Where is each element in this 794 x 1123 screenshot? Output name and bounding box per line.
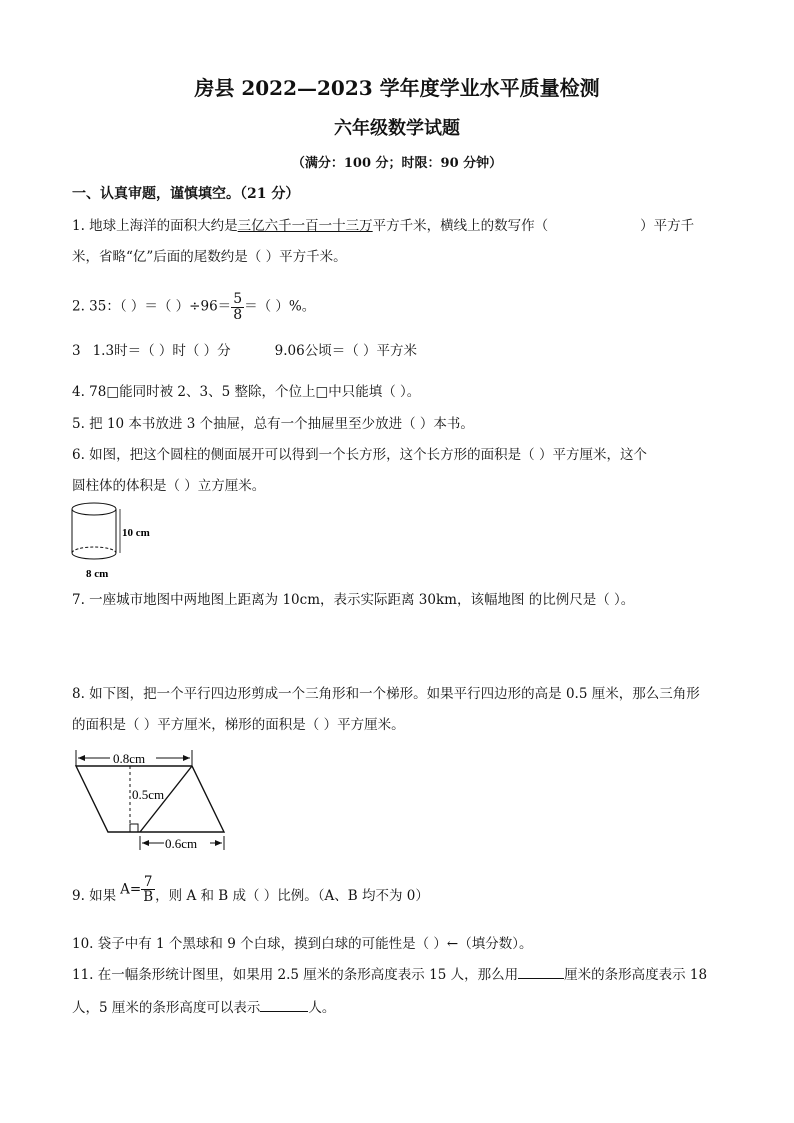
section-heading: 一、认真审题，谨慎填空。（21 分）: [72, 186, 300, 202]
question-3: 3 1.3时＝（ ）时（ ）分 9.06公顷＝（ ）平方米: [72, 343, 418, 359]
question-6-line-2: 圆柱体的体积是（ ）立方厘米。: [72, 478, 266, 494]
question-10: 10. 袋子中有 1 个黑球和 9 个白球，摸到白球的可能性是（ ）←（填分数）。: [72, 936, 533, 952]
question-8-line-2: 的面积是（ ）平方厘米，梯形的面积是（ ）平方厘米。: [72, 717, 405, 733]
bottom-arrow-right: [215, 840, 222, 846]
question-9: 9. 如果 A= $\frac{7}{B}$ ，则 A 和 B 成（ ）比例。（A、B 均不为 0）: [72, 874, 429, 906]
proportion-expression: A= $\frac{7}{B}$: [120, 874, 154, 906]
cylinder-top-ellipse: [72, 503, 116, 515]
top-length-label: 0.8cm: [113, 751, 146, 766]
cylinder-bottom-front: [72, 553, 116, 559]
top-arrow-right: [183, 755, 190, 761]
question-8-line-1: 8. 如下图，把一个平行四边形剪成一个三角形和一个梯形。如果平行四边形的高是 0.5 厘米，那么三角形: [72, 686, 700, 702]
fraction-five-eighths: $\frac{5}{8}$: [233, 291, 243, 323]
cylinder-bottom-back: [72, 547, 116, 553]
exam-title: 房县 2022—2023 学年度学业水平质量检测: [194, 76, 600, 100]
cylinder-figure: [64, 498, 174, 582]
cylinder-height-label: 10 cm: [122, 527, 150, 539]
question-1-line-1: 1. 地球上海洋的面积大约是三亿六千一百一十三万平方千米，横线上的数写作（ ）平方千: [72, 218, 695, 234]
question-11-line-2: 人，5 厘米的条形高度可以表示 人。: [72, 996, 335, 1016]
question-1-line-2: 米，省略“亿”后面的尾数约是（ ）平方千米。: [72, 249, 347, 265]
question-6-line-1: 6. 如图，把这个圆柱的侧面展开可以得到一个长方形，这个长方形的面积是（ ）平方厘米，这个: [72, 447, 647, 463]
question-4: 4. 78□能同时被 2、3、5 整除，个位上□中只能填（ ）。: [72, 384, 421, 400]
exam-subtitle: 六年级数学试题: [334, 118, 460, 139]
underlined-number-words: 三亿六千一百一十三万: [237, 218, 373, 234]
answer-blank[interactable]: [518, 964, 564, 979]
parallelogram-figure: [70, 744, 240, 854]
bottom-arrow-left: [142, 840, 149, 846]
question-11-line-1: 11. 在一幅条形统计图里，如果用 2.5 厘米的条形高度表示 15 人，那么用 厘米的条形高度表示 18: [72, 963, 707, 983]
question-5: 5. 把 10 本书放进 3 个抽屉，总有一个抽屉里至少放进（ ）本书。: [72, 416, 474, 432]
question-7: 7. 一座城市地图中两地图上距离为 10cm，表示实际距离 30km，该幅地图 的比例尺是（ ）。: [72, 592, 635, 608]
answer-blank[interactable]: [260, 997, 308, 1012]
fraction-seven-over-b: $\frac{7}{B}$: [143, 874, 154, 906]
right-angle-mark: [130, 824, 138, 832]
exam-meta: （满分：100 分；时限：90 分钟）: [291, 156, 503, 171]
cylinder-diameter-label: 8 cm: [86, 568, 109, 580]
question-2: 2. 35：（ ）＝（ ）÷96＝ $\frac{5}{8}$ ＝（ ）%。: [72, 291, 316, 323]
bottom-length-label: 0.6cm: [165, 836, 198, 851]
top-arrow-left: [78, 755, 85, 761]
height-label: 0.5cm: [132, 787, 165, 802]
